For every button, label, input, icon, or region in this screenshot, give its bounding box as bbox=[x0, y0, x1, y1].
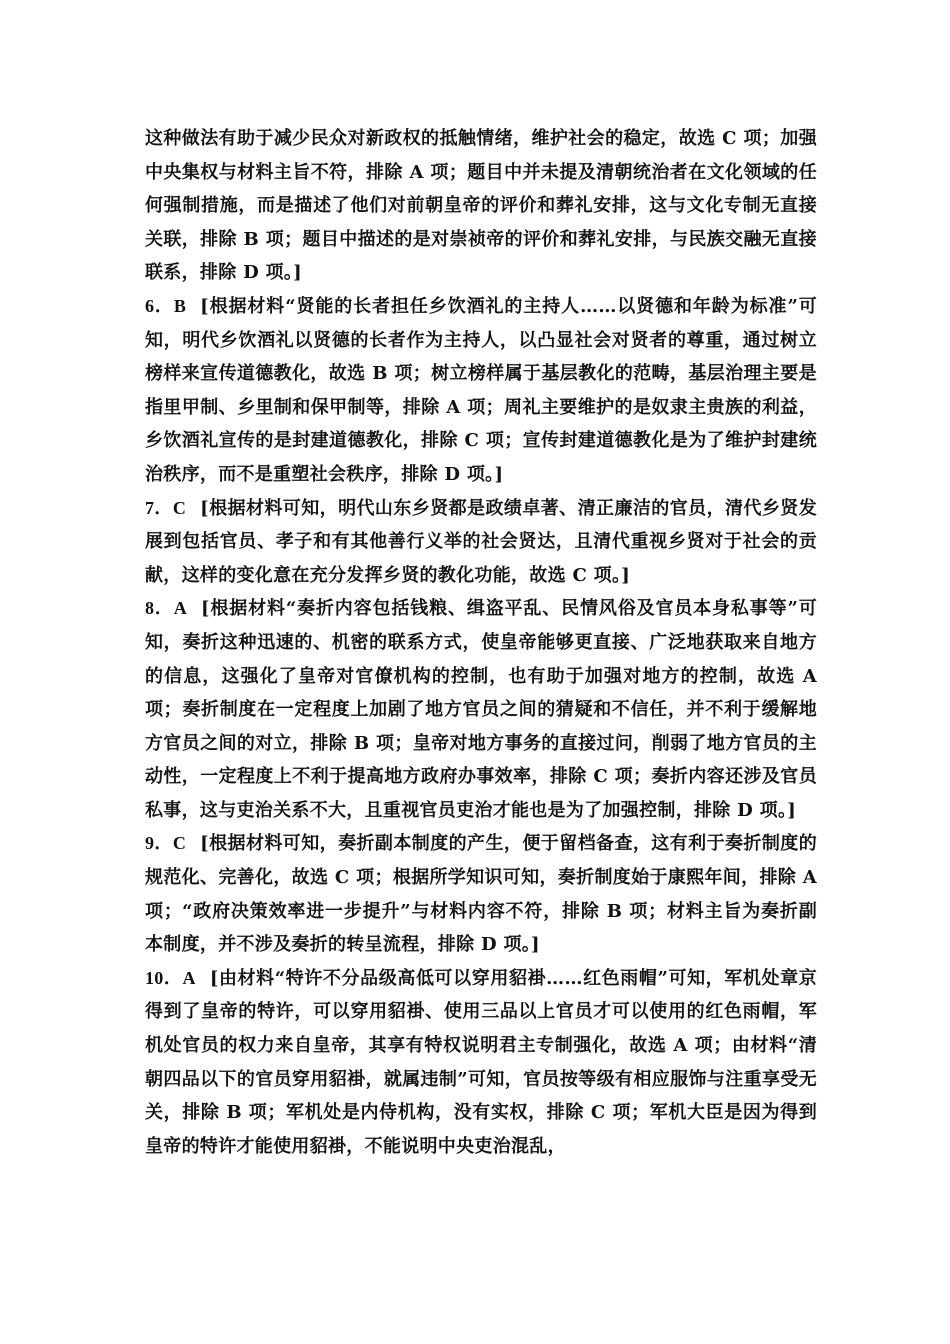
paragraph-q10 bbox=[145, 962, 817, 1164]
paragraph-q7 bbox=[145, 492, 817, 593]
paragraph-q8 bbox=[145, 592, 817, 827]
answer-letter: A bbox=[173, 598, 188, 619]
paragraph-continued bbox=[145, 122, 817, 290]
paragraph-text: [根据材料“贤能的长者担任乡饮酒礼的主持人……以贤德和年龄为标准”可知，明代乡饮酒礼以贤德的长者作为主持人，以凸显社会对贤者的尊重，通过树立榜样来宣传道德教化，故选 B 项；树立榜样属于基层教化的范畴，基层治理主要是指里甲制、乡里制和保甲制等，排除 A 项；周礼主要维护的是奴隶主贵族的利益，乡饮酒礼宣传的是封建道德教化，排除 C 项；宣传封建道德教化是为了维护封建统治秩序，而不是重塑社会秩序，排除 D 项。] bbox=[145, 295, 818, 485]
paragraph-q9 bbox=[145, 827, 817, 961]
paragraph-text: 这种做法有助于减少民众对新政权的抵触情绪，维护社会的稳定，故选 C 项；加强中央集权与材料主旨不符，排除 A 项；题目中并未提及清朝统治者在文化领域的任何强制措施，而是描述了他们对前朝皇帝的评价和葬礼安排，这与文化专制无直接关联，排除 B 项；题目中描述的是对崇祯帝的评价和葬礼安排，与民族交融无直接联系，排除 D 项。] bbox=[145, 128, 817, 284]
answer-letter: B bbox=[173, 295, 187, 316]
paragraph-text: [由材料“特许不分品级高低可以穿用貂褂……红色雨帽”可知，军机处章京得到了皇帝的特许，可以穿用貂褂、使用三品以上官员才可以使用的红色雨帽，军机处官员的权力来自皇帝，其享有特权说明君主专制强化，故选 A 项；由材料“清朝四品以下的官员穿用貂褂，就属违制”可知，官员按等级有相应服饰与注重享受无关，排除 B 项；军机处是内侍机构，没有实权，排除 C 项；军机大臣是因为得到皇帝的特许才能使用貂褂，不能说明中央吏治混乱， bbox=[145, 967, 817, 1157]
question-number: 8． bbox=[145, 598, 174, 619]
paragraph-text: [根据材料可知，奏折副本制度的产生，便于留档备查，这有利于奏折制度的规范化、完善化，故选 C 项；根据所学知识可知，奏折制度始于康熙年间，排除 A 项；“政府决策效率进一步提升”与材料内容不符，排除 B 项；材料主旨为奏折副本制度，并不涉及奏折的转呈流程，排除 D 项。] bbox=[145, 833, 817, 956]
answer-explanations bbox=[145, 122, 817, 1163]
paragraph-text: [根据材料可知，明代山东乡贤都是政绩卓著、清正廉洁的官员，清代乡贤发展到包括官员、孝子和有其他善行义举的社会贤达，且清代重视乡贤对于社会的贡献，这样的变化意在充分发挥乡贤的教化功能，故选 C 项。] bbox=[145, 497, 817, 586]
question-number: 7． bbox=[145, 497, 173, 518]
paragraph-text: [根据材料“奏折内容包括钱粮、缉盗平乱、民情风俗及官员本身私事等”可知，奏折这种迅速的、机密的联系方式，使皇帝能够更直接、广泛地获取来自地方的信息，这强化了皇帝对官僚机构的控制，也有助于加强对地方的控制，故选 A 项；奏折制度在一定程度上加剧了地方官员之间的猜疑和不信任，并不利于缓解地方官员之间的对立，排除 B 项；皇帝对地方事务的直接过问，削弱了地方官员的主动性，一定程度上不利于提高地方政府办事效率，排除 C 项；奏折内容还涉及官员私事，这与吏治关系不大，且重视官员吏治才能也是为了加强控制，排除 D 项。] bbox=[145, 598, 817, 821]
question-number: 10． bbox=[145, 967, 183, 988]
answer-letter: C bbox=[172, 497, 187, 518]
answer-letter: C bbox=[172, 833, 187, 854]
question-number: 9． bbox=[145, 833, 173, 854]
answer-letter: A bbox=[182, 967, 196, 988]
paragraph-q6 bbox=[145, 290, 817, 492]
question-number: 6． bbox=[145, 295, 174, 316]
